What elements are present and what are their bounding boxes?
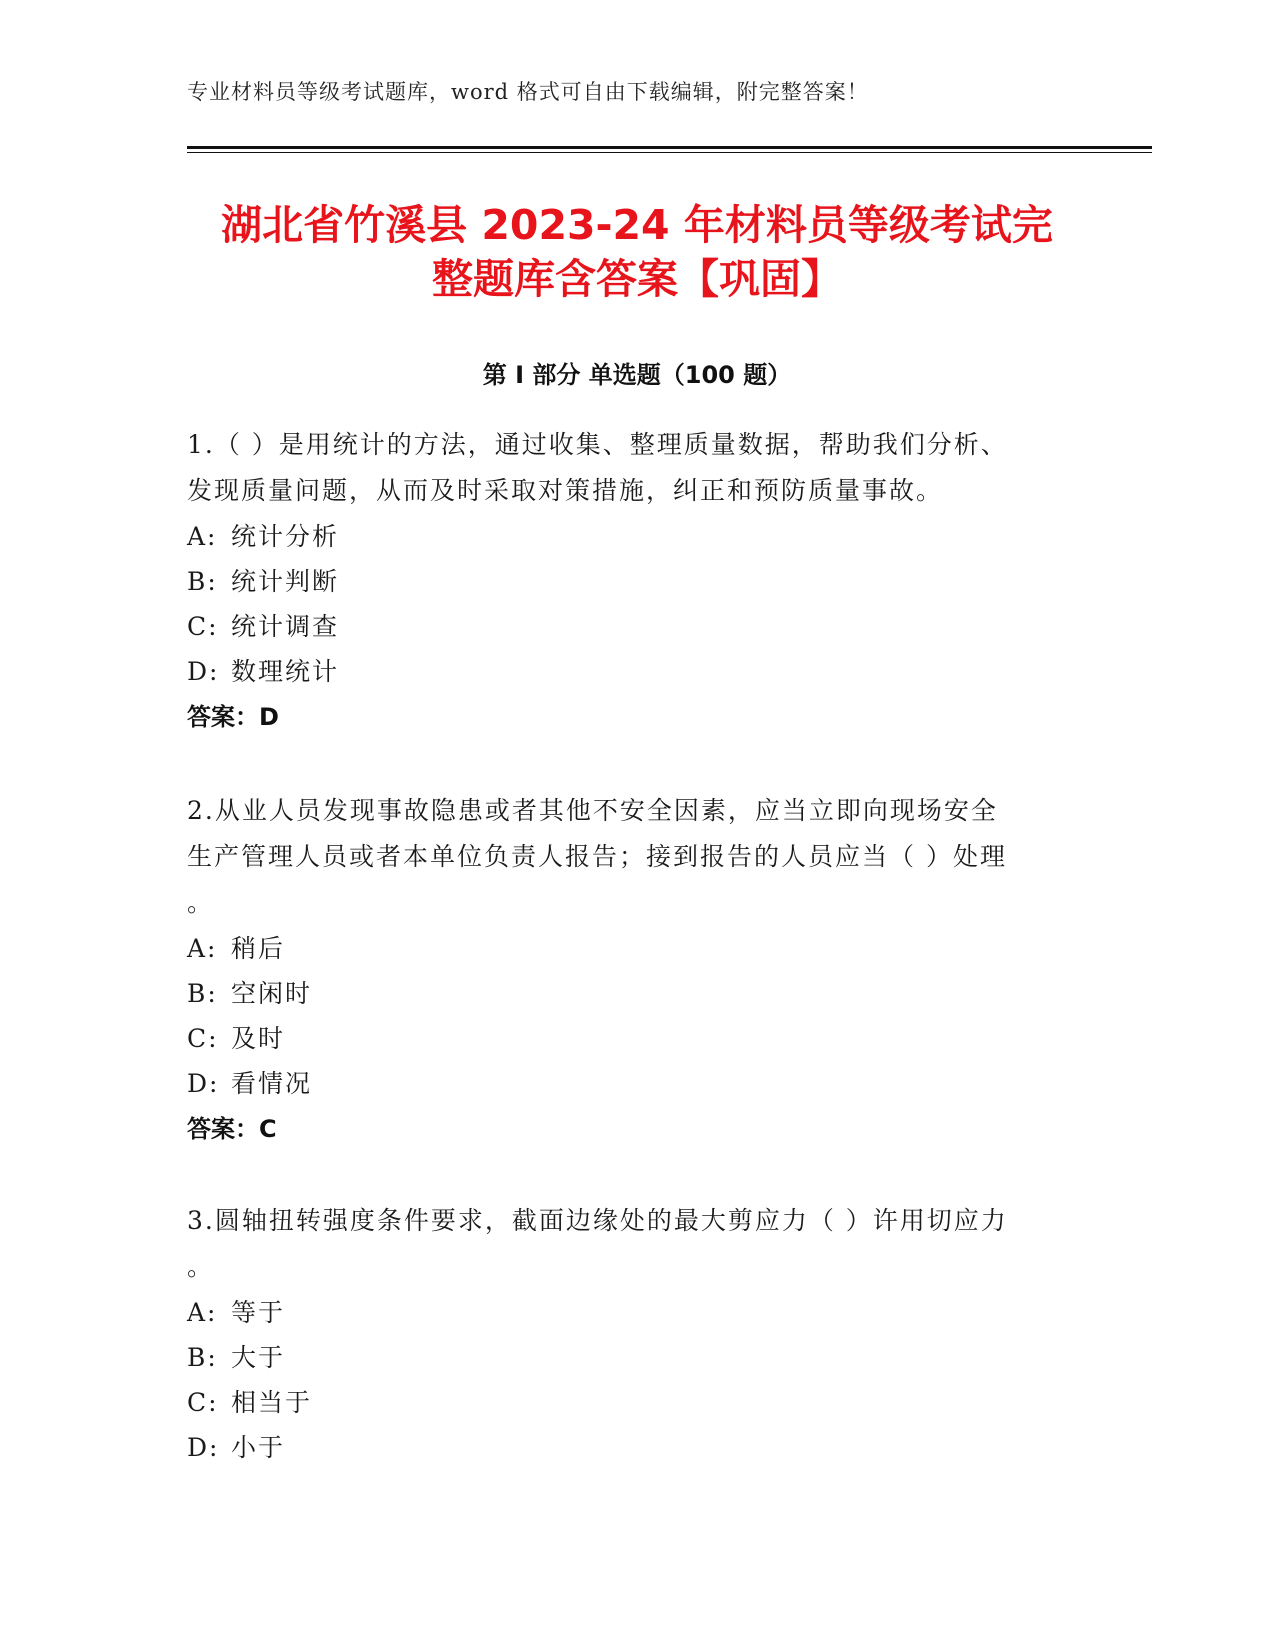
- question-2: [187, 788, 1077, 1152]
- option-b: [187, 559, 1077, 604]
- option-key: B:: [187, 1343, 218, 1372]
- option-text: 大于: [231, 1343, 286, 1372]
- title-line-2: 整题库含答案【巩固】: [432, 255, 842, 303]
- question-stem-line: 。: [187, 1252, 215, 1281]
- option-key: C:: [187, 1388, 219, 1417]
- title-line-1: 湖北省竹溪县 2023-24 年材料员等级考试完: [221, 201, 1053, 249]
- option-text: 等于: [231, 1298, 286, 1327]
- question-3: [187, 1198, 1077, 1470]
- header-rule-thin: [187, 152, 1152, 153]
- answer-label: 答案：D: [187, 703, 279, 731]
- header-note: 专业材料员等级考试题库，word 格式可自由下载编辑，附完整答案！: [187, 80, 869, 104]
- question-stem-line: 生产管理人员或者本单位负责人报告；接到报告的人员应当（ ）处理: [187, 842, 1007, 871]
- option-key: A:: [187, 934, 218, 963]
- option-key: C:: [187, 612, 219, 641]
- question-stem-line: 2.从业人员发现事故隐患或者其他不安全因素，应当立即向现场安全: [187, 796, 998, 825]
- option-d: [187, 1061, 1077, 1106]
- question-stem-line: 1.（ ）是用统计的方法，通过收集、整理质量数据，帮助我们分析、: [187, 430, 1008, 459]
- option-text: 数理统计: [231, 657, 340, 686]
- option-a: [187, 926, 1077, 971]
- option-c: [187, 604, 1077, 649]
- option-d: [187, 649, 1077, 694]
- option-text: 小于: [231, 1433, 286, 1462]
- option-text: 空闲时: [231, 979, 313, 1008]
- question-1: [187, 422, 1077, 740]
- header-rule-thick: [187, 146, 1152, 149]
- option-b: [187, 971, 1077, 1016]
- option-c: [187, 1016, 1077, 1061]
- option-text: 看情况: [231, 1069, 313, 1098]
- document-title: [187, 198, 1087, 306]
- option-text: 统计判断: [231, 567, 340, 596]
- option-c: [187, 1380, 1077, 1425]
- option-text: 统计调查: [231, 612, 340, 641]
- section-title: 第 I 部分 单选题（100 题）: [482, 361, 792, 389]
- option-key: A:: [187, 1298, 218, 1327]
- option-key: A:: [187, 522, 218, 551]
- answer-label: 答案：C: [187, 1115, 277, 1143]
- option-text: 稍后: [231, 934, 286, 963]
- option-d: [187, 1425, 1077, 1470]
- option-b: [187, 1335, 1077, 1380]
- option-key: B:: [187, 567, 218, 596]
- option-a: [187, 514, 1077, 559]
- option-text: 相当于: [231, 1388, 313, 1417]
- option-text: 统计分析: [231, 522, 340, 551]
- option-a: [187, 1290, 1077, 1335]
- question-stem-line: 发现质量问题，从而及时采取对策措施，纠正和预防质量事故。: [187, 476, 944, 505]
- option-key: D:: [187, 1069, 220, 1098]
- question-stem-line: 。: [187, 888, 215, 917]
- question-stem-line: 3.圆轴扭转强度条件要求，截面边缘处的最大剪应力（ ）许用切应力: [187, 1206, 1008, 1235]
- option-key: B:: [187, 979, 218, 1008]
- option-text: 及时: [231, 1024, 286, 1053]
- option-key: D:: [187, 1433, 220, 1462]
- option-key: D:: [187, 657, 220, 686]
- option-key: C:: [187, 1024, 219, 1053]
